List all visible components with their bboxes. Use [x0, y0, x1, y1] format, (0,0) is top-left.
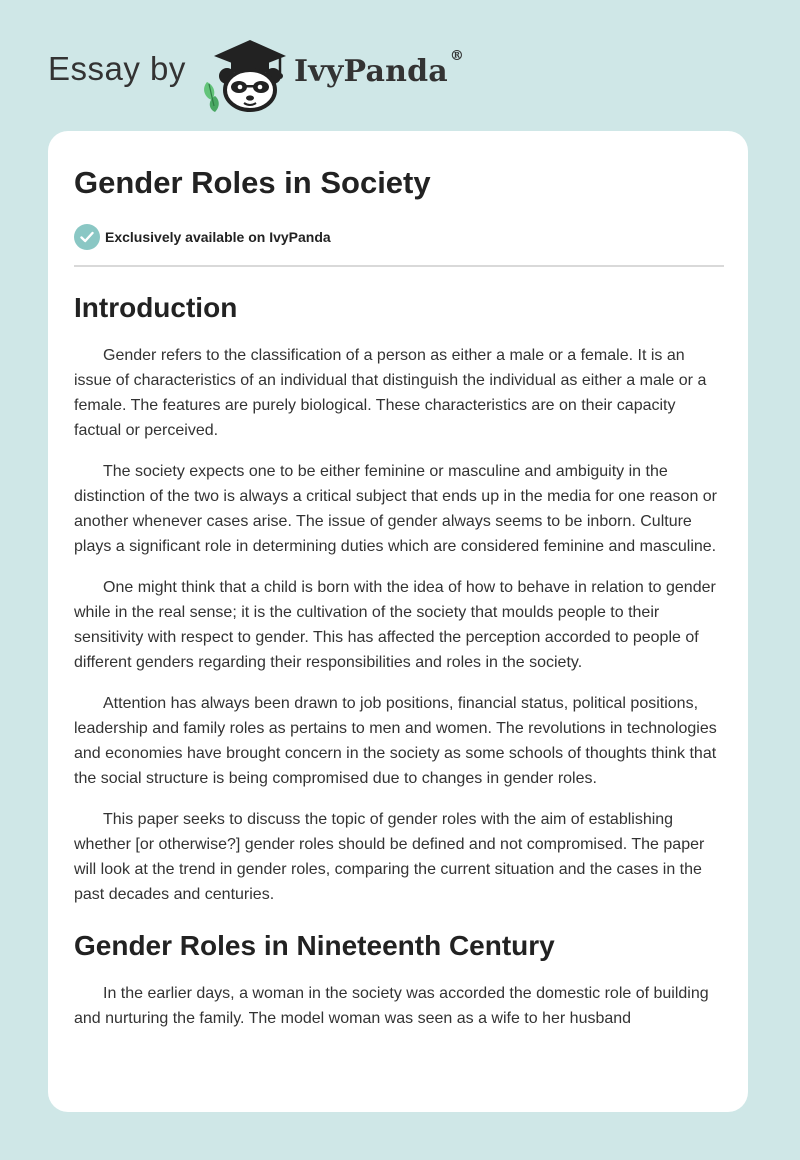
panda-graduate-icon[interactable] [200, 34, 296, 112]
exclusive-badge-text: Exclusively available on IvyPanda [105, 229, 331, 245]
section-heading-nineteenth-century: Gender Roles in Nineteenth Century [74, 930, 555, 961]
paragraph: One might think that a child is born with the idea of how to behave in relation to gender while in the real sense; it is the cultivation of the society that moulds people to their sensitivity with respect to gender. This has affected the perception accorded to people of different genders regarding their responsibilities and roles in the society. [74, 579, 716, 671]
paragraph: This paper seeks to discuss the topic of gender roles with the aim of establishing whether [or otherwise?] gender roles should be defined and not compromised. The paper will look at the trend in gender roles, comparing the current situation and the cases in the past decades and centuries. [74, 811, 705, 903]
paragraph: The society expects one to be either feminine or masculine and ambiguity in the distinction of the two is always a critical subject that ends up in the media for one reason or another whenever cases arise. The issue of gender always seems to be inborn. Culture plays a significant role in determining duties which are considered feminine and masculine. [74, 463, 718, 555]
essay-card [48, 131, 748, 1112]
registered-mark: ® [449, 48, 465, 64]
brand-prefix: Essay by [48, 50, 186, 87]
title-divider [74, 265, 724, 267]
essay-content [74, 161, 724, 1031]
paragraph: Gender refers to the classification of a person as either a male or a female. It is an issue of characteristics of an individual that distinguish the individual as either a male or a female. The features are purely biological. These characteristics are on their capacity factual or perceived. [74, 347, 707, 439]
check-circle-icon [74, 224, 100, 250]
paragraph: Attention has always been drawn to job positions, financial status, political positions, leadership and family roles as pertains to men and women. The revolutions in technologies and economies have brought concern in the society as some schools of thoughts think that the social structure is being compromised due to changes in gender roles. [74, 695, 717, 787]
exclusive-badge [74, 223, 724, 251]
paragraph: In the earlier days, a woman in the society was accorded the domestic role of building and nurturing the family. The model woman was seen as a wife to her husband [74, 985, 709, 1027]
section-heading-introduction: Introduction [74, 292, 238, 323]
site-header [48, 30, 508, 110]
essay-title: Gender Roles in Society [74, 165, 431, 200]
brand-name: IvyPanda ® [294, 48, 465, 89]
